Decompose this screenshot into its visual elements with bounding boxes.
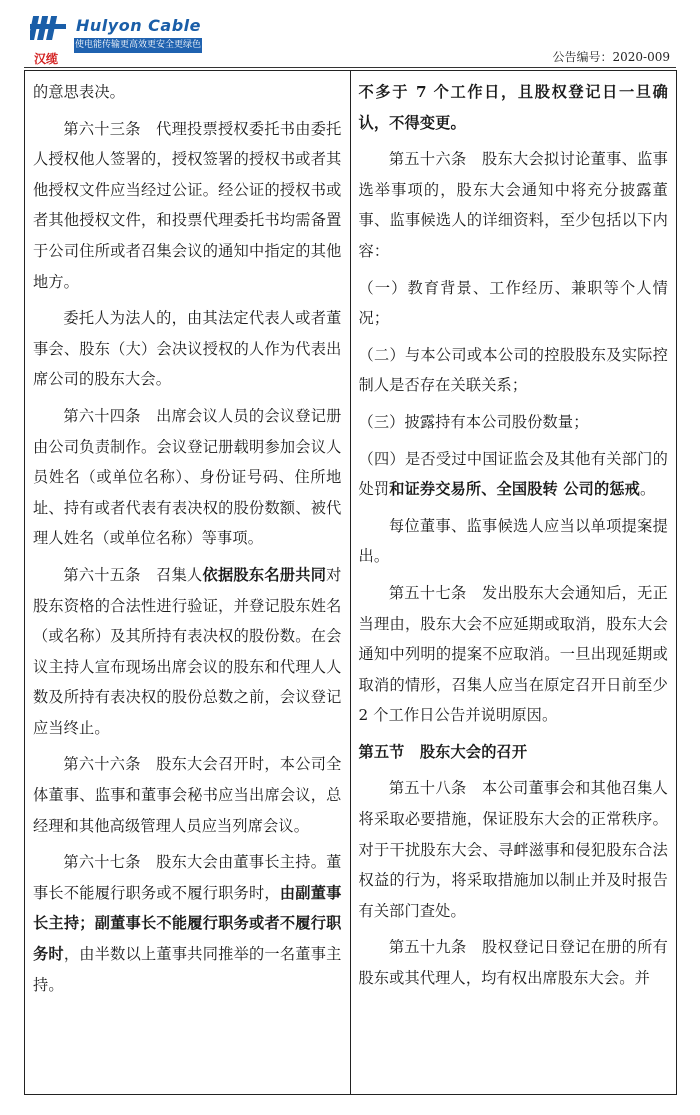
paragraph <box>359 444 669 505</box>
text-run: 第六十五条 召集人 <box>63 565 203 584</box>
paragraph: 委托人为法人的，由其法定代表人或者董事会、股东（大）会决议授权的人作为代表出席公司的股东大会。 <box>33 309 342 389</box>
paragraph: （三）披露持有本公司股份数量； <box>358 412 589 431</box>
header-divider <box>24 67 676 68</box>
paragraph <box>33 560 342 744</box>
paragraph <box>359 737 669 768</box>
paragraph: 第五十八条 本公司董事会和其他召集人将采取必要措施，保证股东大会的正常秩序。对于干扰股东大会、寻衅滋事和侵犯股东合法权益的行为，将采取措施加以制止并及时报告有关部门查处。 <box>358 779 668 920</box>
paragraph: 第五十六条 股东大会拟讨论董事、监事选举事项的，股东大会通知中将充分披露董事、监事候选人的详细资料，至少包括以下内容： <box>358 150 668 260</box>
paragraph: 第六十四条 出席会议人员的会议登记册由公司负责制作。会议登记册载明参加会议人员姓名（或单位名称）、身份证号码、住所地址、持有或者代表有表决权的股份数额、被代理人姓名（或单位名称）等事项。 <box>33 406 342 548</box>
bold-text: 第五节 股东大会的召开 <box>358 742 528 761</box>
paragraph: 第五十七条 发出股东大会通知后，无正当理由，股东大会不应延期或取消，股东大会通知中列明的提案不应取消。一旦出现延期或取消的情形，召集人应当在原定召开日前至少 2 个工作日公告并说明原因。 <box>358 583 668 725</box>
paragraph: 第六十六条 股东大会召开时，本公司全体董事、监事和董事会秘书应当出席会议，总经理和其他高级管理人员应当列席会议。 <box>33 755 342 835</box>
text-run: ，由半数以上董事共同推举的一名董事主持。 <box>33 945 342 994</box>
comparison-table <box>24 70 677 1095</box>
paragraph: 第六十三条 代理投票授权委托书由委托人授权他人签署的，授权签署的授权书或者其他授权文件应当经过公证。经公证的授权书或者其他授权文件，和投票代理委托书均需备置于公司住所或者召集会议的通知中指定的其他地方。 <box>33 119 342 291</box>
company-logo <box>30 12 205 64</box>
paragraph: 第五十九条 股权登记日登记在册的所有股东或其代理人，均有权出席股东大会。并 <box>358 938 668 988</box>
page-header <box>0 0 700 70</box>
cable-logo-icon <box>30 12 70 52</box>
bold-text: 和证券交易所、全国股转 公司的惩戒 <box>389 480 641 499</box>
paragraph <box>33 847 342 1000</box>
bold-text: 依据股东名册共同 <box>202 565 327 584</box>
paragraph: 每位董事、监事候选人应当以单项提案提出。 <box>358 516 668 566</box>
revised-text-column <box>351 71 677 1094</box>
paragraph: 的意思表决。 <box>33 83 126 101</box>
brand-chinese-name: 汉缆 <box>34 52 59 66</box>
bold-text: 由副董事长主持；副董事长不能履行职务或者不履行职务时 <box>33 883 342 964</box>
brand-slogan: 使电能传输更高效更安全更绿色 <box>74 38 202 53</box>
original-text-column <box>25 71 351 1094</box>
text-run: 第六十七条 股东大会由董事长主持。董事长不能履行职务或不履行职务时， <box>33 853 342 902</box>
text-run: （四）是否受过中国证监会及其他有关部门的处罚 <box>358 449 668 499</box>
text-run: 对股东资格的合法性进行验证，并登记股东姓名（或名称）及其所持有表决权的股份数。在会议主持人宣布现场出席会议的股东和代理人人数及所持有表决权的股份总数之前，会议登记应当终止。 <box>33 565 342 737</box>
paragraph: （二）与本公司或本公司的控股股东及实际控制人是否存在关联关系； <box>358 345 668 395</box>
paragraph <box>359 77 669 138</box>
bold-text: 不多于 7 个工作日，且股权登记日一旦确认，不得变更。 <box>358 83 668 132</box>
text-run: 。 <box>640 480 656 499</box>
paragraph: （一）教育背景、工作经历、兼职等个人情况； <box>358 278 668 328</box>
brand-wordmark: Hulyon Cable <box>76 16 201 35</box>
announcement-number: 公告编号：2020-009 <box>552 50 670 64</box>
